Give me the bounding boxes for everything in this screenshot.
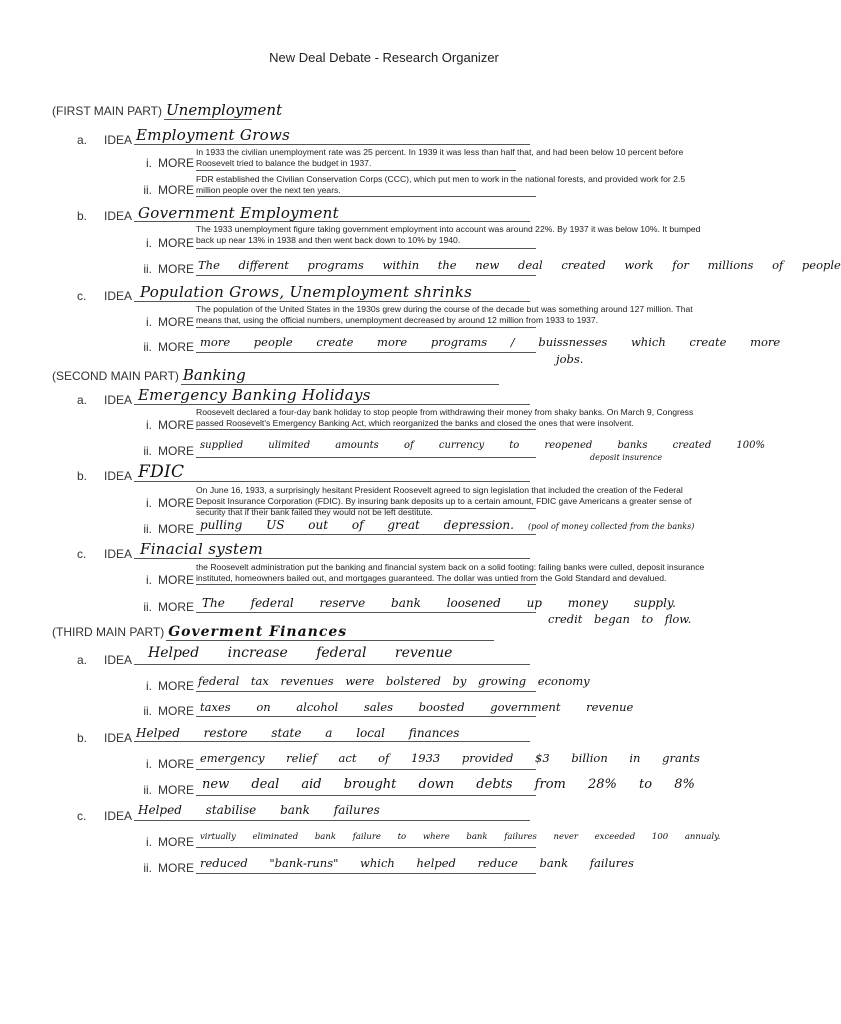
section-label: (THIRD MAIN PART): [52, 625, 165, 639]
more-text[interactable]: On June 16, 1933, a surprisingly hesitant President Roosevelt agreed to sign legislation that included the creation of the Federal Deposit Insurance Corporation (FDIC). By insuring bank deposits up to a certain amount, FDIC gave Americans a greater sense of security that if their bank failed they would not be left destitute.: [196, 485, 692, 517]
more-line: [196, 691, 536, 692]
idea-label: IDEA: [104, 469, 133, 483]
more-line: [196, 795, 536, 796]
idea-text[interactable]: Helped stabilise bank failures: [138, 803, 380, 817]
idea-line: [134, 144, 530, 145]
more-line: [196, 457, 536, 458]
section-heading-part2: [52, 366, 499, 385]
more-line: [196, 584, 536, 585]
more-label: MORE: [158, 679, 194, 693]
roman-i: i.: [146, 757, 152, 771]
idea-label: IDEA: [104, 133, 133, 147]
more-label: MORE: [158, 573, 194, 587]
roman-ii: ii.: [143, 340, 152, 354]
idea-line: [134, 558, 530, 559]
roman-i: i.: [146, 156, 152, 170]
idea-label: IDEA: [104, 653, 133, 667]
section-topic[interactable]: Banking: [181, 366, 499, 385]
more-label: MORE: [158, 600, 194, 614]
roman-ii: ii.: [143, 783, 152, 797]
roman-i: i.: [146, 573, 152, 587]
letter-b: b.: [77, 731, 88, 745]
section-topic[interactable]: Goverment Finances: [166, 624, 494, 641]
handwritten-answer[interactable]: reduced "bank-runs" which helped reduce bank failures: [200, 856, 634, 870]
more-label: MORE: [158, 861, 194, 875]
idea-text[interactable]: Helped increase federal revenue: [148, 645, 453, 661]
idea-line: [134, 820, 530, 821]
roman-ii: ii.: [143, 183, 152, 197]
page-title: New Deal Debate - Research Organizer: [269, 50, 499, 65]
letter-c: c.: [77, 809, 87, 823]
more-label: MORE: [158, 704, 194, 718]
idea-line: [134, 664, 530, 665]
more-line: [196, 769, 536, 770]
idea-text[interactable]: Population Grows, Unemployment shrinks: [140, 283, 473, 301]
more-line: [196, 612, 536, 613]
roman-ii: ii.: [143, 704, 152, 718]
more-text[interactable]: FDR established the Civilian Conservation Corps (CCC), which put men to work in the national forests, and provided work for 2.5 million people over the next ten years.: [196, 174, 686, 195]
handwritten-answer[interactable]: more people create more programs / buissnesses which create more: [200, 335, 781, 349]
handwritten-answer-cont[interactable]: jobs.: [556, 352, 584, 366]
idea-text[interactable]: Finacial system: [140, 540, 264, 558]
more-line: [196, 873, 536, 874]
more-label: MORE: [158, 444, 194, 458]
idea-label: IDEA: [104, 731, 133, 745]
more-line: [196, 534, 536, 535]
idea-label: IDEA: [104, 209, 133, 223]
idea-text[interactable]: Government Employment: [138, 204, 339, 222]
more-text[interactable]: the Roosevelt administration put the banking and financial system back on a solid footing: failing banks were culled, deposit insurance instituted, homeowners bailed out, and mortgages guaranteed. The dollar was untied from the Gold Standard and devalued.: [196, 562, 705, 583]
section-label: (SECOND MAIN PART): [52, 369, 179, 383]
more-label: MORE: [158, 156, 194, 170]
idea-label: IDEA: [104, 393, 133, 407]
letter-a: a.: [77, 133, 88, 147]
more-label: MORE: [158, 340, 194, 354]
handwritten-answer[interactable]: federal tax revenues were bolstered by growing economy: [198, 674, 590, 688]
idea-line: [134, 221, 530, 222]
more-text[interactable]: The population of the United States in the 1930s grew during the course of the decade but was something around 127 million. That means that, using the official numbers, unemployment decreased by around 12 million from 1933 to 1937.: [196, 304, 693, 325]
idea-line: [134, 404, 530, 405]
roman-i: i.: [146, 679, 152, 693]
more-line: [196, 327, 536, 328]
idea-label: IDEA: [104, 809, 133, 823]
idea-line: [134, 301, 530, 302]
idea-text[interactable]: Helped restore state a local finances: [136, 726, 460, 740]
more-line: [196, 429, 536, 430]
letter-c: c.: [77, 289, 87, 303]
handwritten-answer[interactable]: pulling US out of great depression.: [200, 518, 514, 532]
more-label: MORE: [158, 236, 194, 250]
idea-line: [134, 741, 530, 742]
more-line: [196, 248, 536, 249]
letter-c: c.: [77, 547, 87, 561]
more-line: [196, 196, 536, 197]
roman-i: i.: [146, 418, 152, 432]
more-label: MORE: [158, 262, 194, 276]
more-label: MORE: [158, 496, 194, 510]
more-label: MORE: [158, 315, 194, 329]
letter-b: b.: [77, 469, 88, 483]
letter-b: b.: [77, 209, 88, 223]
more-text[interactable]: The 1933 unemployment figure taking government employment into account was around 22%. By 1937 it was below 10%. It bumped back up near 13% in 1938 and then went back down to 10% by 1940.: [196, 224, 701, 245]
letter-a: a.: [77, 653, 88, 667]
idea-line: [134, 481, 530, 482]
more-text[interactable]: In 1933 the civilian unemployment rate was 25 percent. In 1939 it was less than half that, and had been below 10 percent before Roosevelt tried to balance the budget in 1937.: [196, 147, 684, 168]
section-label: (FIRST MAIN PART): [52, 104, 163, 118]
more-label: MORE: [158, 183, 194, 197]
idea-text[interactable]: FDIC: [138, 462, 185, 482]
idea-label: IDEA: [104, 547, 133, 561]
handwritten-note[interactable]: (pool of money collected from the banks): [528, 522, 695, 531]
more-line: [196, 716, 536, 717]
roman-i: i.: [146, 835, 152, 849]
section-heading-part3: [52, 624, 494, 641]
more-label: MORE: [158, 757, 194, 771]
handwritten-answer[interactable]: emergency relief act of 1933 provided $3 billion in grants: [200, 751, 700, 765]
more-line: [196, 170, 516, 171]
roman-i: i.: [146, 496, 152, 510]
roman-i: i.: [146, 315, 152, 329]
more-line: [196, 847, 536, 848]
handwritten-answer[interactable]: new deal aid brought down debts from 28% to 8%: [202, 777, 695, 792]
more-line: [196, 352, 536, 353]
idea-text[interactable]: Employment Grows: [136, 126, 291, 144]
roman-ii: ii.: [143, 262, 152, 276]
roman-ii: ii.: [143, 522, 152, 536]
more-label: MORE: [158, 418, 194, 432]
idea-label: IDEA: [104, 289, 133, 303]
handwritten-answer-cont[interactable]: credit began to flow.: [548, 612, 692, 626]
handwritten-answer[interactable]: The different programs within the new deal created work for millions of people: [198, 258, 841, 272]
letter-a: a.: [77, 393, 88, 407]
roman-i: i.: [146, 236, 152, 250]
section-topic[interactable]: Unemployment: [166, 101, 283, 119]
more-label: MORE: [158, 835, 194, 849]
section-heading-part1: [52, 101, 283, 120]
more-line: [196, 508, 536, 509]
handwritten-answer[interactable]: virtually eliminated bank failure to where bank failures never exceeded 100 annualy.: [200, 832, 721, 842]
handwritten-answer[interactable]: supplied ulimited amounts of currency to reopened banks created 100%: [200, 440, 766, 451]
handwritten-answer[interactable]: taxes on alcohol sales boosted government revenue: [200, 700, 634, 714]
more-label: MORE: [158, 783, 194, 797]
roman-ii: ii.: [143, 600, 152, 614]
handwritten-answer-cont[interactable]: deposit insurence: [590, 453, 663, 462]
more-text[interactable]: Roosevelt declared a four-day bank holiday to stop people from withdrawing their money from shaky banks. On March 9, Congress passed Roosevelt's Emergency Banking Act, which reorganized the banks and closed the ones that were insolvent.: [196, 407, 694, 428]
handwritten-answer[interactable]: The federal reserve bank loosened up money supply.: [202, 596, 676, 610]
more-line: [196, 275, 536, 276]
roman-ii: ii.: [143, 444, 152, 458]
more-label: MORE: [158, 522, 194, 536]
idea-text[interactable]: Emergency Banking Holidays: [138, 386, 371, 404]
roman-ii: ii.: [143, 861, 152, 875]
